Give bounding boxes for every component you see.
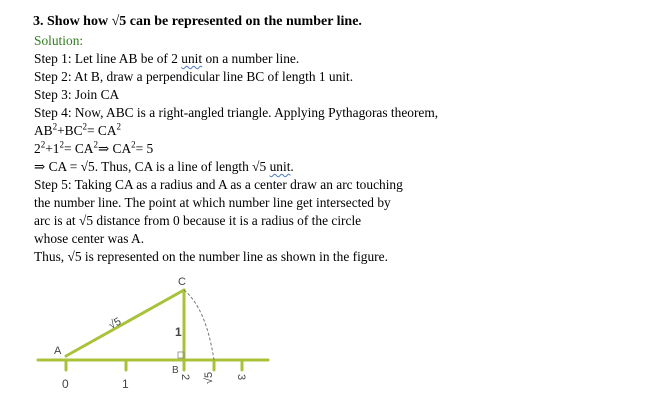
eq2-sup-3: 2 — [93, 139, 98, 150]
eq1-sup-1: 2 — [52, 121, 58, 132]
eq2-one: +1 — [45, 141, 60, 156]
eq1-sup-2: 2 — [82, 121, 88, 132]
step-5-line-1: Step 5: Taking CA as a radius and A as a center draw an arc touching — [34, 177, 403, 192]
eq2-ca: = CA — [63, 141, 94, 156]
eq2-sup-4: 2 — [131, 139, 136, 150]
eq2-two: 2 — [34, 141, 41, 156]
equation-3 — [34, 158, 294, 176]
step-2: Step 2: At B, draw a perpendicular line BC of length 1 unit. — [34, 69, 354, 84]
eq3-tail: . — [290, 159, 294, 174]
solution-label: Solution: — [34, 33, 84, 48]
hypotenuse-ca — [66, 290, 184, 356]
eq2-sup-1: 2 — [40, 139, 46, 150]
step-5-line-4: whose center was A. — [34, 231, 145, 246]
step-5-line-2: the number line. The point at which number line get intersected by — [34, 195, 391, 210]
label-b: B — [172, 365, 179, 376]
eq1-ab: AB — [34, 123, 53, 138]
eq2-implies-ca: ⇒ CA — [97, 141, 132, 156]
equation-1 — [34, 122, 121, 140]
step-1-unit: unit — [181, 51, 203, 66]
eq2-five: = 5 — [135, 141, 154, 156]
eq2-sup-2: 2 — [59, 139, 64, 150]
eq1-sup-3: 2 — [116, 121, 122, 132]
step-4: Step 4: Now, ABC is a right-angled triangle. Applying Pythagoras theorem, — [34, 105, 439, 120]
label-a: A — [54, 345, 62, 357]
tick-label-0: 0 — [62, 377, 69, 391]
conclusion: Thus, √5 is represented on the number line as shown in the figure. — [34, 249, 388, 264]
number-line-figure — [30, 274, 280, 399]
compass-arc — [184, 290, 214, 360]
eq1-bc: +BC — [57, 123, 83, 138]
label-c: C — [178, 276, 186, 288]
eq3-text: ⇒ CA = √5. Thus, CA is a line of length √5 — [34, 159, 270, 174]
tick-label-3: 3 — [235, 374, 247, 381]
step-1-tail: on a number line. — [202, 51, 300, 66]
tick-label-1: 1 — [122, 377, 129, 391]
side-label: 1 — [175, 325, 182, 339]
step-1 — [34, 50, 299, 68]
tick-label-2: 2 — [179, 374, 191, 381]
step-5-line-3: arc is at √5 distance from 0 because it is a radius of the circle — [34, 213, 362, 228]
question-title: 3. Show how √5 can be represented on the number line. — [33, 14, 362, 29]
step-1-text: Step 1: Let line AB be of 2 — [34, 51, 182, 66]
equation-2 — [34, 140, 153, 158]
eq3-unit: unit — [269, 159, 291, 174]
step-3: Step 3: Join CA — [34, 87, 120, 102]
hypotenuse-label: √5 — [106, 315, 124, 332]
tick-label-sqrt5: √5 — [203, 371, 215, 384]
eq1-ca: = CA — [87, 123, 117, 138]
